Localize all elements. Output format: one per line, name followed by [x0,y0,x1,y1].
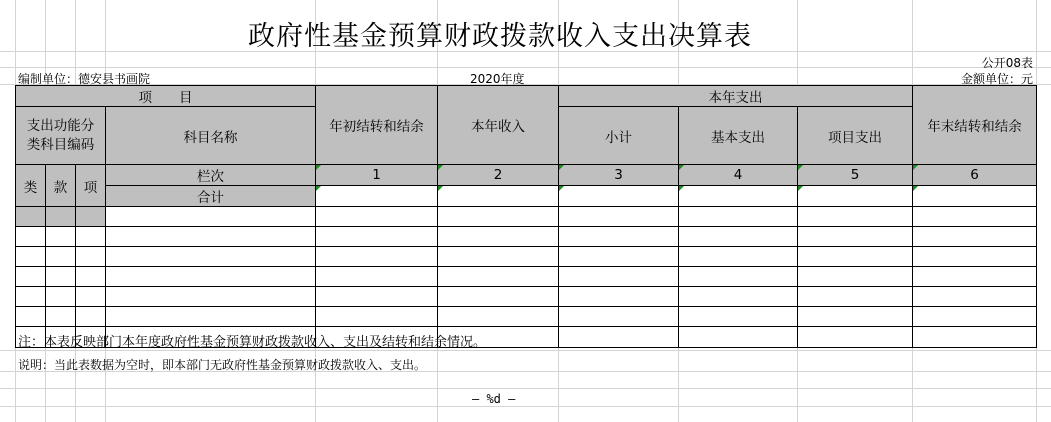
header-func-code: 支出功能分类科目编码 [16,107,106,165]
unit-label: 金额单位：元 [960,72,1033,86]
cell[interactable] [316,267,438,287]
lanci-label: 栏次 [106,165,316,186]
cell[interactable] [106,247,316,267]
cell[interactable] [76,307,106,327]
cell[interactable] [798,327,913,348]
cell[interactable] [16,227,46,247]
cell[interactable] [559,287,679,307]
header-begin-balance: 年初结转和结余 [316,86,438,165]
cell[interactable] [913,287,1037,307]
cell[interactable] [679,307,798,327]
cell[interactable] [913,327,1037,348]
cell[interactable] [559,307,679,327]
cell[interactable] [316,307,438,327]
cell[interactable] [316,287,438,307]
cell[interactable] [106,267,316,287]
cell[interactable] [679,227,798,247]
col-num: 3 [559,165,679,186]
cell[interactable] [106,287,316,307]
col-num: 2 [438,165,559,186]
cell[interactable] [438,227,559,247]
budget-table [15,85,1037,348]
cell[interactable] [106,207,316,227]
header-income: 本年收入 [438,86,559,165]
cell[interactable] [16,307,46,327]
note-1: 注：本表反映部门本年度政府性基金预算财政拨款收入、支出及结转和结余情况。 [18,335,487,350]
col-num: 6 [913,165,1037,186]
cell[interactable] [316,247,438,267]
cell[interactable] [46,227,76,247]
cell[interactable] [559,267,679,287]
header-xiang: 项 [76,165,106,207]
cell[interactable] [438,207,559,227]
cell[interactable] [559,207,679,227]
cell[interactable] [798,247,913,267]
cell[interactable] [559,227,679,247]
table-row [16,307,1037,327]
cell[interactable] [913,227,1037,247]
year-label: 2020年度 [470,72,525,86]
cell[interactable] [76,207,106,227]
cell[interactable] [316,207,438,227]
cell[interactable] [913,207,1037,227]
cell[interactable] [679,207,798,227]
cell[interactable] [679,287,798,307]
total-cell[interactable] [798,186,913,207]
header-project: 项目支出 [798,107,913,165]
header-expense: 本年支出 [559,86,913,107]
cell[interactable] [798,287,913,307]
cell[interactable] [76,287,106,307]
note-2: 说明：当此表数据为空时，即本部门无政府性基金预算财政拨款收入、支出。 [18,358,427,372]
total-cell[interactable] [913,186,1037,207]
header-item: 项 目 [16,86,316,107]
form-code: 公开08表 [981,56,1033,70]
col-num: 4 [679,165,798,186]
cell[interactable] [76,247,106,267]
table-row [16,207,1037,227]
table-row [16,287,1037,307]
header-basic: 基本支出 [679,107,798,165]
col-num: 5 [798,165,913,186]
cell[interactable] [913,307,1037,327]
table-row [16,247,1037,267]
cell[interactable] [46,267,76,287]
cell[interactable] [316,227,438,247]
cell[interactable] [16,287,46,307]
cell[interactable] [798,207,913,227]
org-label: 编制单位：德安县书画院 [18,72,151,86]
cell[interactable] [76,267,106,287]
table-row [16,227,1037,247]
total-cell[interactable] [438,186,559,207]
cell[interactable] [16,207,46,227]
cell[interactable] [106,307,316,327]
cell[interactable] [798,307,913,327]
cell[interactable] [76,227,106,247]
header-lei: 类 [16,165,46,207]
cell[interactable] [559,327,679,348]
cell[interactable] [438,307,559,327]
cell[interactable] [46,247,76,267]
header-subtotal: 小计 [559,107,679,165]
cell[interactable] [46,287,76,307]
cell[interactable] [438,247,559,267]
total-label: 合计 [106,186,316,207]
col-num: 1 [316,165,438,186]
cell[interactable] [913,267,1037,287]
total-cell[interactable] [559,186,679,207]
cell[interactable] [913,247,1037,267]
cell[interactable] [679,327,798,348]
total-cell[interactable] [316,186,438,207]
cell[interactable] [798,267,913,287]
header-subject-name: 科目名称 [106,107,316,165]
cell[interactable] [16,247,46,267]
table-row [16,267,1037,287]
cell[interactable] [798,227,913,247]
page-title: 政府性基金预算财政拨款收入支出决算表 [248,21,752,52]
cell[interactable] [679,267,798,287]
cell[interactable] [559,247,679,267]
header-end-balance: 年末结转和结余 [913,86,1037,165]
cell[interactable] [46,307,76,327]
cell[interactable] [438,267,559,287]
cell[interactable] [16,267,46,287]
cell[interactable] [106,227,316,247]
page-footer: — %d — [472,392,516,406]
total-cell[interactable] [679,186,798,207]
header-kuan: 款 [46,165,76,207]
cell[interactable] [679,247,798,267]
cell[interactable] [46,207,76,227]
cell[interactable] [438,287,559,307]
